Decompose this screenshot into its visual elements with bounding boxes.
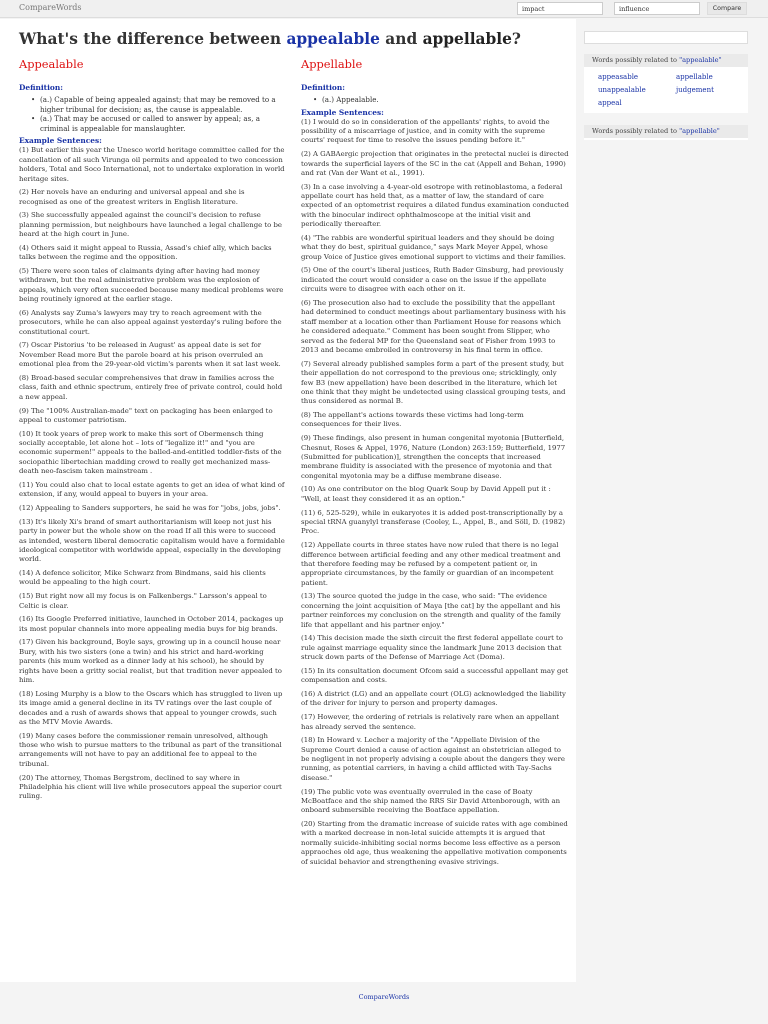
example-sentence: (3) She successfully appealed against the council's decision to refuse planning permission, but neighbours have launched a legal challenge to be heard at the high court in June. xyxy=(19,211,282,239)
example-sentence: (1) But earlier this year the Unesco world heritage committee called for the cancellation of all such Virunga oil permits and appealed to two concession holders, Total and Soco International, not to undertake exploration in world heritage sites. xyxy=(19,146,285,183)
example-sentence: (20) Starting from the dramatic increase of suicide rates with age combined with a marked decrease in non-letal suicide attempts it is argued that normally suicide-inhibiting social norms become less effective as a person appraoches old age, thus weakening the appellative motivation components of suicidal behavior and strengthening evasive strivings. xyxy=(301,820,568,866)
related-words-heading xyxy=(584,54,748,67)
related-words-panel-appealable xyxy=(584,54,748,113)
example-sentences-label: Example Sentences: xyxy=(19,136,102,146)
example-sentence: (14) A defence solicitor, Mike Schwarz from Bindmans, said his clients would be appealing to the high court. xyxy=(19,569,266,587)
footer-brand-link[interactable]: CompareWords xyxy=(358,993,410,1001)
page-title xyxy=(19,30,521,48)
definition-label: Definition: xyxy=(19,83,63,92)
main-content xyxy=(0,19,576,982)
example-sentence: (17) Given his background, Boyle says, growing up in a council house near Bury, with his two sisters (one a twin) and his strict and hard-working parents (his mum worked as a dinner lady at his school), he should by rights have been a gritty social realist, but that tradition never appealed to him. xyxy=(19,638,282,685)
definition-list xyxy=(19,95,285,133)
top-bar xyxy=(0,0,768,18)
related-word-link[interactable]: appellable xyxy=(676,73,713,81)
example-sentence: (7) Several already published samples form a part of the present study, but their appellation do not correspond to the previous one; stricklingly, only few B3 (new appellation) have been described in the literature, which let one think that they might be undetected using classical grouping tests, and thus considered as normal B. xyxy=(301,359,566,406)
example-sentence: (5) There were soon tales of claimants dying after having had money withdrawn, but the real administrative problem was the explosion of appeals, which very often succeeded because many medical problems were being routinely ignored at the earlier stage. xyxy=(19,267,284,304)
example-sentence: (4) "The rabbis are wonderful spiritual leaders and they should be doing what they do best, spiritual guidance," says Mark Meyer Appel, whose group Voice of Justice gives emotional support to victims and their families. xyxy=(301,233,566,261)
related-words-list xyxy=(584,67,748,113)
example-sentence: (19) The public vote was eventually overruled in the case of Boaty McBoatface and the ship named the RRS Sir David Attenborough, with an onboard submersible receiving the Boatface appellation. xyxy=(301,787,561,815)
example-sentence: (18) In Howard v. Lecher a majority of the "Appellate Division of the Supreme Court denied a cause of action against an obstetrician alleged to be negligent in not properly advising a couple about the dangers they were running, as potential carriers, in having a child afflicted with Tay-Sachs disease." xyxy=(301,736,565,782)
related-query-word: "appealable" xyxy=(679,56,722,64)
example-sentence: (16) Its Google Preferred initiative, launched in October 2014, packages up its most popular channels into more appealing media buys for big brands. xyxy=(19,615,284,633)
title-word-1: appealable xyxy=(286,30,380,48)
definition-label: Definition: xyxy=(301,83,345,92)
column-heading: Appealable xyxy=(19,57,84,71)
related-word-link[interactable]: unappealable xyxy=(598,86,646,94)
example-sentence: (19) Many cases before the commissioner remain unresolved, although those who wish to pursue matters to the tribunal as part of the transitional arrangements will not have to pay an additional fee to appeal to the tribunal. xyxy=(19,731,282,768)
example-sentences xyxy=(19,146,285,801)
title-middle: and xyxy=(379,30,423,48)
example-sentence: (13) It's likely Xi's brand of smart authoritarianism will keep not just his party in power but the whole show on the road If all this were to succeed as intended, western liberal democratic capitalism would have a formidable ideological competitor with worldwide appeal, especially in the developing world. xyxy=(19,517,285,564)
word-column-appealable xyxy=(19,57,285,806)
related-words-heading xyxy=(584,125,748,138)
title-prefix: What's the difference between xyxy=(19,30,287,48)
example-sentence: (1) I would do so in consideration of the appellants' rights, to avoid the possibility of a miscarriage of justice, and in comity with the supreme courts' request for time to resolve the issues pending before it." xyxy=(301,117,550,145)
example-sentence: (11) 6, 525-529), while in eukaryotes it is added post-transcriptionally by a special tRNA guanylyl transferase (Cooley, L., Appel, B., and Söll, D. (1982) Proc. xyxy=(301,508,566,536)
example-sentence: (16) A district (LG) and an appellate court (OLG) acknowledged the liability of the driver for injury to person and property damages. xyxy=(301,689,566,708)
related-word-link[interactable]: appeal xyxy=(598,99,622,107)
brand-logo[interactable]: CompareWords xyxy=(19,3,82,12)
definition-list xyxy=(301,95,569,105)
definition-item: • (a.) That may be accused or called to answer by appeal; as, a criminal is appealable for manslaughter. xyxy=(19,114,285,133)
related-label: Words possibly related to xyxy=(592,56,680,64)
related-word-link[interactable]: appeasable xyxy=(598,73,639,81)
example-sentence: (5) One of the court's liberal justices, Ruth Bader Ginsburg, had previously indicated the court would consider a case on the issue if the appellate circuits were to disagree with each other on it. xyxy=(301,266,564,294)
definition-item: • (a.) Capable of being appealed against; that may be removed to a higher tribunal for decision; as, the cause is appealable. xyxy=(19,95,285,114)
example-sentence: (9) These findings, also present in human congenital myotonia [Butterfield, Chesnut, Roses & Appel, 1976, Nature (London) 263:159; Butterfield, 1977 (Submitted for publication)], strengthen the concepts that increased membrane fluidity is associated with the presence of myotonia and that congenital myotonia may be a diffuse membrane disease. xyxy=(301,434,566,480)
example-sentence: (10) As one contributor on the blog Quark Soup by David Appell put it : "Well, at least they considered it as an option." xyxy=(301,485,551,503)
example-sentence: (10) It took years of prep work to make this sort of Obermensch thing socially acceptable, let alone hot – lots of "legalize it!" and "you are economic supermen!" appeals to the balled-and-entitled toddler-fists of the sociopathic libertechian madding crowd to really get mechanized mass-death neo-fascism taken mainstream . xyxy=(19,429,282,476)
definition-item: • (a.) Appealable. xyxy=(301,95,569,105)
sidebar-search-input[interactable] xyxy=(584,31,748,44)
column-heading: Appellable xyxy=(301,57,363,71)
example-sentence: (7) Oscar Pistorius 'to be released in August' as appeal date is set for November Read more But the parole board at his prison overruled an emotional plea from the 29-year-old victim's parents when it sat last week. xyxy=(19,341,281,369)
example-sentence: (8) The appellant's actions towards these victims had long-term consequences for their lives. xyxy=(301,411,524,429)
example-sentence: (9) The "100% Australian-made" text on packaging has been enlarged to appeal to customer patriotism. xyxy=(19,406,273,424)
example-sentence: (4) Others said it might appeal to Russia, Assad's chief ally, which backs talks between the regime and the opposition. xyxy=(19,243,272,262)
example-sentence: (13) The source quoted the judge in the case, who said: "The evidence concerning the joint acquisition of Maya [the cat] by the appellant and his partner reinforces my conclusion on the strength and quality of the family life that appellant and his partner enjoy." xyxy=(301,592,561,629)
example-sentence: (20) The attorney, Thomas Bergstrom, declined to say where in Philadelphia his client will live while prosecutors appeal the superior court ruling. xyxy=(19,773,282,801)
example-sentence: (8) Broad-based secular comprehensives that draw in families across the class, faith and ethnic spectrum, entirely free of private control, could hold a new appeal. xyxy=(19,373,283,401)
example-sentence: (12) Appellate courts in three states have now ruled that there is no legal difference between artificial feeding and any other medical treatment and that therefore feeding may be refused by a competent patient or, in appropriate circumstances, by the family or guardian of an incompetent patient. xyxy=(301,541,561,587)
example-sentence: (6) Analysts say Zuma's lawyers may try to reach agreement with the prosecutors, while he can also appeal against yesterday's ruling before the constitutional court. xyxy=(19,308,282,336)
word-column-appellable xyxy=(301,57,569,871)
example-sentence: (12) Appealing to Sanders supporters, he said he was for "jobs, jobs, jobs". xyxy=(19,504,281,513)
example-sentence: (6) The prosecution also had to exclude the possibility that the appellant had determined to conduct meetings about parliamentary business with his staff member at a location other than Parliament House for reasons which he considered adequate." Comment has been sought from Slipper, who served as the federal MP for the Queensland seat of Fisher from 1993 to 2013 and became embroiled in controversy in his final term in office. xyxy=(301,298,566,355)
example-sentence: (2) A GABAergic projection that originates in the pretectal nuclei is directed towards the superficial layers of the SC in the cat (Appell and Behan, 1990) and rat (Van der Want et al., 1991). xyxy=(301,150,569,177)
example-sentence: (3) In a case involving a 4-year-old esotrope with retinoblastoma, a federal appellate court has held that, as a matter of law, the standard of care expected of an optometrist requires a dilated fundus examination conducted with the binocular indirect ophthalmoscope at the initial visit and periodically thereafter. xyxy=(301,182,569,229)
footer xyxy=(0,984,768,1024)
example-sentences-label: Example Sentences: xyxy=(301,107,384,117)
title-suffix: ? xyxy=(511,30,521,48)
example-sentence: (11) You could also chat to local estate agents to get an idea of what kind of extension, if any, would appeal to buyers in your area. xyxy=(19,480,285,499)
first-word-input[interactable] xyxy=(517,2,603,15)
example-sentence: (15) But right now all my focus is on Falkenbergs." Larsson's appeal to Celtic is clear. xyxy=(19,592,267,610)
example-sentence: (2) Her novels have an enduring and universal appeal and she is recognised as one of the greatest writers in English literature. xyxy=(19,188,245,206)
example-sentences xyxy=(301,118,569,867)
example-sentence: (15) In its consultation document Ofcom said a successful appellant may get compensation and costs. xyxy=(301,666,569,685)
related-word-link[interactable]: judgement xyxy=(676,86,714,94)
related-words-panel-appellable xyxy=(584,125,748,140)
second-word-input[interactable] xyxy=(614,2,700,15)
sidebar xyxy=(584,27,748,140)
related-query-word: "appellable" xyxy=(679,127,720,135)
example-sentence: (14) This decision made the sixth circuit the first federal appellate court to rule against marriage equality since the landmark June 2013 decision that struck down parts of the Defense of Marriage Act (Doma). xyxy=(301,634,563,662)
example-sentence: (17) However, the ordering of retrials is relatively rare when an appellant has already served the sentence. xyxy=(301,713,560,731)
example-sentence: (18) Losing Murphy is a blow to the Oscars which has struggled to liven up its image amid a general decline in its TV ratings over the last couple of decades and a rush of awards shows that appeal to younger crowds, such as the MTV Movie Awards. xyxy=(19,689,283,726)
compare-button[interactable]: Compare xyxy=(707,2,747,15)
related-label: Words possibly related to xyxy=(592,127,680,135)
title-word-2: appellable xyxy=(422,30,512,48)
